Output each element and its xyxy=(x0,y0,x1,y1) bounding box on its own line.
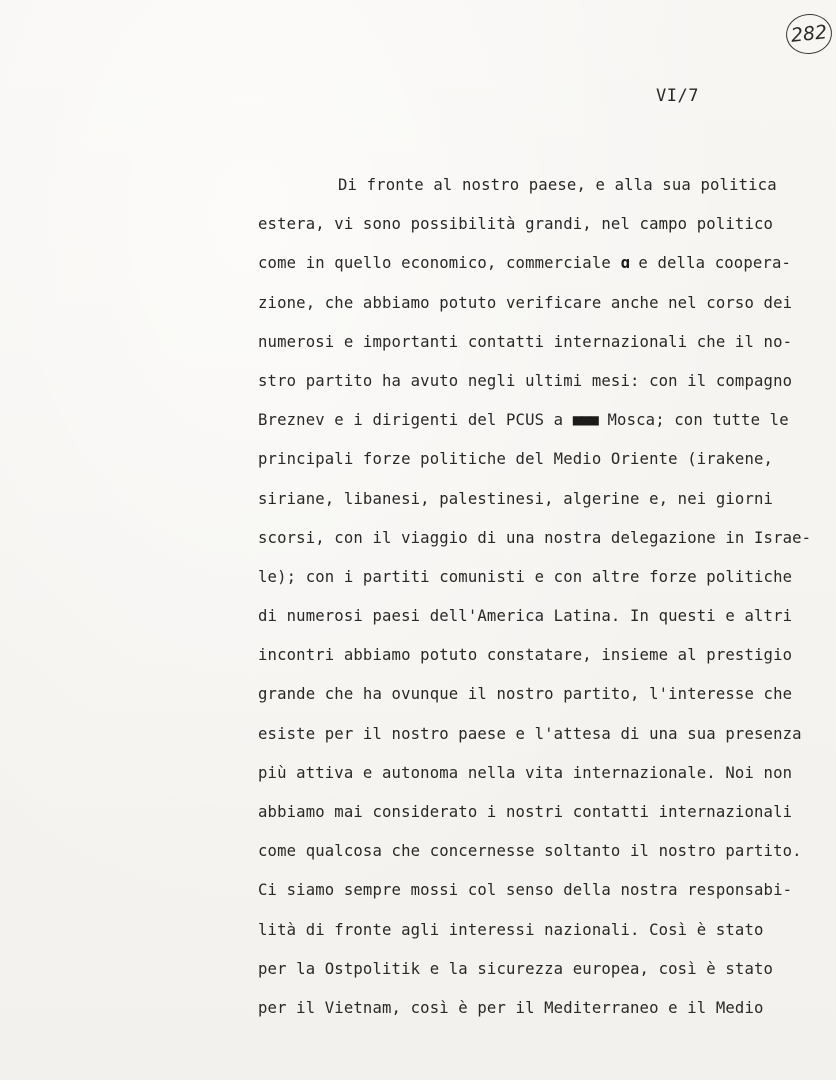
text-segment: come in quello economico, commerciale xyxy=(258,254,611,273)
struck-out-mark: ■■■ xyxy=(572,411,598,430)
text-line: per la Ostpolitik e la sicurezza europea, così è stato xyxy=(258,959,774,978)
text-line xyxy=(258,401,836,440)
text-line: numerosi e importanti contatti internazionali che il no- xyxy=(258,332,793,351)
text-line: incontri abbiamo potuto constatare, insieme al prestigio xyxy=(258,646,793,665)
text-line: le); con i partiti comunisti e con altre forze politiche xyxy=(258,567,793,586)
text-line: estera, vi sono possibilità grandi, nel campo politico xyxy=(258,215,774,234)
text-line: lità di fronte agli interessi nazionali. Così è stato xyxy=(258,920,764,939)
text-segment: e della coopera- xyxy=(638,254,792,273)
text-line: abbiamo mai considerato i nostri contatti internazionali xyxy=(258,803,793,821)
page-reference: VI/7 xyxy=(656,86,699,106)
text-line: più attiva e autonoma nella vita internazionale. Noi non xyxy=(258,763,793,782)
text-line: siriane, libanesi, palestinesi, algerine e, nei giorni xyxy=(258,489,774,508)
text-line: Ci siamo sempre mossi col senso della nostra responsabi- xyxy=(258,881,793,900)
struck-out-mark: ɑ xyxy=(620,254,629,273)
text-line: zione, che abbiamo potuto verificare anche nel corso dei xyxy=(258,293,793,312)
text-segment: Mosca; con tutte le xyxy=(607,411,789,430)
text-line: Di fronte al nostro paese, e alla sua politica xyxy=(338,176,777,194)
page-number-stamp xyxy=(784,12,834,57)
text-line: per il Vietnam, così è per il Mediterraneo e il Medio xyxy=(258,998,764,1017)
stamp-number: 282 xyxy=(789,21,829,47)
text-line: esiste per il nostro paese e l'attesa di una sua presenza xyxy=(258,724,802,743)
text-segment: Breznev e i dirigenti del PCUS a xyxy=(258,411,564,430)
typewritten-body xyxy=(258,166,836,1028)
text-line: di numerosi paesi dell'America Latina. In questi e altri xyxy=(258,607,793,626)
text-line: principali forze politiche del Medio Oriente (irakene, xyxy=(258,450,774,469)
text-line: grande che ha ovunque il nostro partito, l'interesse che xyxy=(258,685,793,704)
text-line: stro partito ha avuto negli ultimi mesi: con il compagno xyxy=(258,371,793,390)
text-line xyxy=(258,244,836,283)
text-line: come qualcosa che concernesse soltanto il nostro partito. xyxy=(258,842,802,861)
text-line: scorsi, con il viaggio di una nostra delegazione in Israe- xyxy=(258,528,812,547)
